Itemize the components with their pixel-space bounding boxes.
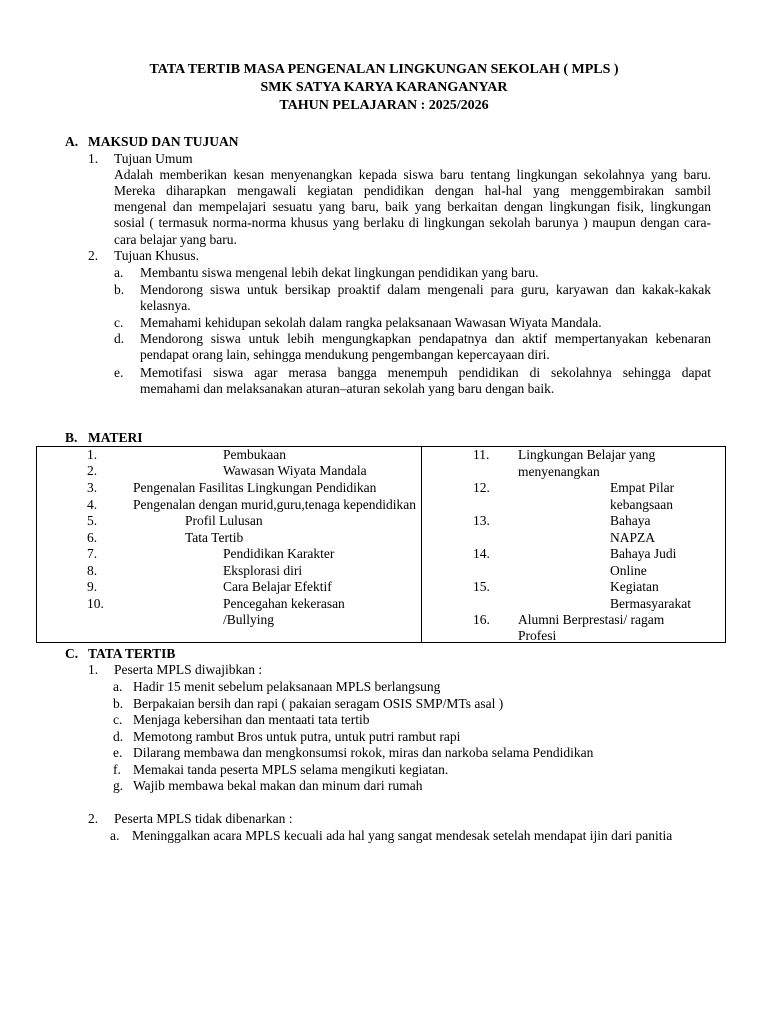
material-number: 3. bbox=[87, 480, 98, 495]
material-number: 13. bbox=[473, 513, 490, 528]
rule-text: Dilarang membawa dan mengkonsumsi rokok, miras dan narkoba selama Pendidikan bbox=[133, 745, 594, 760]
material-item: Bermasyarakat bbox=[610, 596, 691, 611]
material-item: /Bullying bbox=[223, 612, 275, 627]
section-a-title: MAKSUD DAN TUJUAN bbox=[88, 134, 239, 149]
section-c-item1-number: 1. bbox=[88, 662, 99, 677]
section-c-item2-title: Peserta MPLS tidak dibenarkan : bbox=[114, 811, 293, 826]
purpose-line: cara belajar yang baru. bbox=[114, 232, 237, 247]
material-number: 7. bbox=[87, 546, 98, 561]
material-number: 11. bbox=[473, 447, 490, 462]
rule-text: Hadir 15 menit sebelum pelaksanaan MPLS berlangsung bbox=[133, 679, 441, 694]
section-c-letter: C. bbox=[65, 646, 79, 661]
objective-letter: e. bbox=[114, 365, 124, 380]
material-item: Profil Lulusan bbox=[185, 513, 263, 528]
objective-text: pendapat orang lain, sehingga mendukung pengembangan kepercayaan diri. bbox=[140, 347, 550, 362]
rule-letter: d. bbox=[113, 729, 124, 744]
section-a-item1-title: Tujuan Umum bbox=[114, 151, 193, 166]
material-item: NAPZA bbox=[610, 530, 656, 545]
material-item: Profesi bbox=[518, 628, 557, 643]
material-number: 10. bbox=[87, 596, 104, 611]
section-b-letter: B. bbox=[65, 430, 78, 445]
section-c-item1-title: Peserta MPLS diwajibkan : bbox=[114, 662, 263, 677]
objective-letter: b. bbox=[114, 282, 125, 297]
material-item: Lingkungan Belajar yang bbox=[518, 447, 656, 462]
section-c-item2-number: 2. bbox=[88, 811, 99, 826]
section-a-item1-number: 1. bbox=[88, 151, 99, 166]
objective-text: Memahami kehidupan sekolah dalam rangka pelaksanaan Wawasan Wiyata Mandala. bbox=[140, 315, 602, 330]
prohibition-text: Meninggalkan acara MPLS kecuali ada hal yang sangat mendesak setelah mendapat ijin dari panitia bbox=[132, 828, 673, 843]
section-c-title: TATA TERTIB bbox=[88, 646, 176, 661]
material-item: Alumni Berprestasi/ ragam bbox=[518, 612, 665, 627]
rule-letter: c. bbox=[113, 712, 123, 727]
material-item: Online bbox=[610, 563, 647, 578]
material-number: 2. bbox=[87, 463, 98, 478]
section-a-item2-number: 2. bbox=[88, 248, 99, 263]
material-number: 4. bbox=[87, 497, 98, 512]
objective-text: memahami dan melaksanakan aturan–aturan sekolah yang baru dengan baik. bbox=[140, 381, 555, 396]
material-item: Pengenalan Fasilitas Lingkungan Pendidikan bbox=[133, 480, 377, 495]
rule-letter: a. bbox=[113, 679, 123, 694]
school-name: SMK SATYA KARYA KARANGANYAR bbox=[260, 80, 508, 95]
material-number: 6. bbox=[87, 530, 98, 545]
objective-text: Mendorong siswa untuk lebih mengungkapkan pendapatnya dan aktif mempertanyakan kebenaran bbox=[140, 331, 711, 346]
objective-text: Memotifasi siswa agar merasa bangga menempuh pendidikan di sekolahnya sehingga dapat bbox=[140, 365, 711, 380]
material-item: Cara Belajar Efektif bbox=[223, 579, 332, 594]
rule-letter: f. bbox=[113, 762, 121, 777]
objective-letter: a. bbox=[114, 265, 124, 280]
section-a-item2-title: Tujuan Khusus. bbox=[114, 248, 200, 263]
rule-letter: e. bbox=[113, 745, 123, 760]
purpose-line: mengenal dan mempelajari sesuatu yang baru, baik yang berkaitan dengan lingkungan fisik, lingkungan bbox=[114, 199, 711, 214]
rule-text: Berpakaian bersih dan rapi ( pakaian seragam OSIS SMP/MTs asal ) bbox=[133, 696, 504, 711]
purpose-line: Mereka diharapkan mengawali kegiatan pendidikan dengan hal-hal yang menggembirakan sambil bbox=[114, 183, 711, 198]
prohibition-letter: a. bbox=[110, 828, 120, 843]
section-a-letter: A. bbox=[65, 134, 79, 149]
material-item: Pengenalan dengan murid,guru,tenaga kependidikan bbox=[133, 497, 417, 512]
objective-text: Membantu siswa mengenal lebih dekat lingkungan pendidikan yang baru. bbox=[140, 265, 539, 280]
rule-text: Memotong rambut Bros untuk putra, untuk putri rambut rapi bbox=[133, 729, 461, 744]
material-item: Pendidikan Karakter bbox=[223, 546, 335, 561]
material-number: 16. bbox=[473, 612, 490, 627]
material-number: 1. bbox=[87, 447, 98, 462]
material-item: Eksplorasi diri bbox=[223, 563, 303, 578]
rule-text: Memakai tanda peserta MPLS selama mengikuti kegiatan. bbox=[133, 762, 449, 777]
objective-text: Mendorong siswa untuk bersikap proaktif dalam mengenali para guru, karyawan dan kakak-kakak bbox=[140, 282, 711, 297]
rule-text: Menjaga kebersihan dan mentaati tata tertib bbox=[133, 712, 370, 727]
material-item: kebangsaan bbox=[610, 497, 673, 512]
material-item: Pencegahan kekerasan bbox=[223, 596, 345, 611]
rule-text: Wajib membawa bekal makan dan minum dari rumah bbox=[133, 778, 423, 793]
material-number: 12. bbox=[473, 480, 490, 495]
material-item: menyenangkan bbox=[518, 464, 600, 479]
purpose-line: Adalah memberikan kesan menyenangkan kepada siswa baru tentang lingkungan sekolahnya yang baru. bbox=[114, 167, 711, 182]
rule-letter: b. bbox=[113, 696, 124, 711]
rule-letter: g. bbox=[113, 778, 124, 793]
material-item: Pembukaan bbox=[223, 447, 286, 462]
material-item: Tata Tertib bbox=[185, 530, 244, 545]
objective-letter: c. bbox=[114, 315, 124, 330]
material-number: 9. bbox=[87, 579, 98, 594]
academic-year: TAHUN PELAJARAN : 2025/2026 bbox=[279, 98, 489, 113]
section-b-title: MATERI bbox=[88, 430, 143, 445]
material-number: 15. bbox=[473, 579, 490, 594]
material-item: Kegiatan bbox=[610, 579, 659, 594]
materials-table-divider bbox=[421, 446, 422, 643]
material-item: Empat Pilar bbox=[610, 480, 675, 495]
material-number: 5. bbox=[87, 513, 98, 528]
purpose-line: sosial ( termasuk norma-norma khusus yang berlaku di lingkungan sekolah barunya ) maupun dengan cara- bbox=[114, 215, 711, 230]
objective-letter: d. bbox=[114, 331, 125, 346]
document-title: TATA TERTIB MASA PENGENALAN LINGKUNGAN SEKOLAH ( MPLS ) bbox=[149, 62, 619, 77]
material-item: Bahaya bbox=[610, 513, 651, 528]
objective-text: kelasnya. bbox=[140, 298, 191, 313]
material-number: 14. bbox=[473, 546, 490, 561]
material-item: Bahaya Judi bbox=[610, 546, 677, 561]
material-item: Wawasan Wiyata Mandala bbox=[223, 463, 367, 478]
material-number: 8. bbox=[87, 563, 98, 578]
